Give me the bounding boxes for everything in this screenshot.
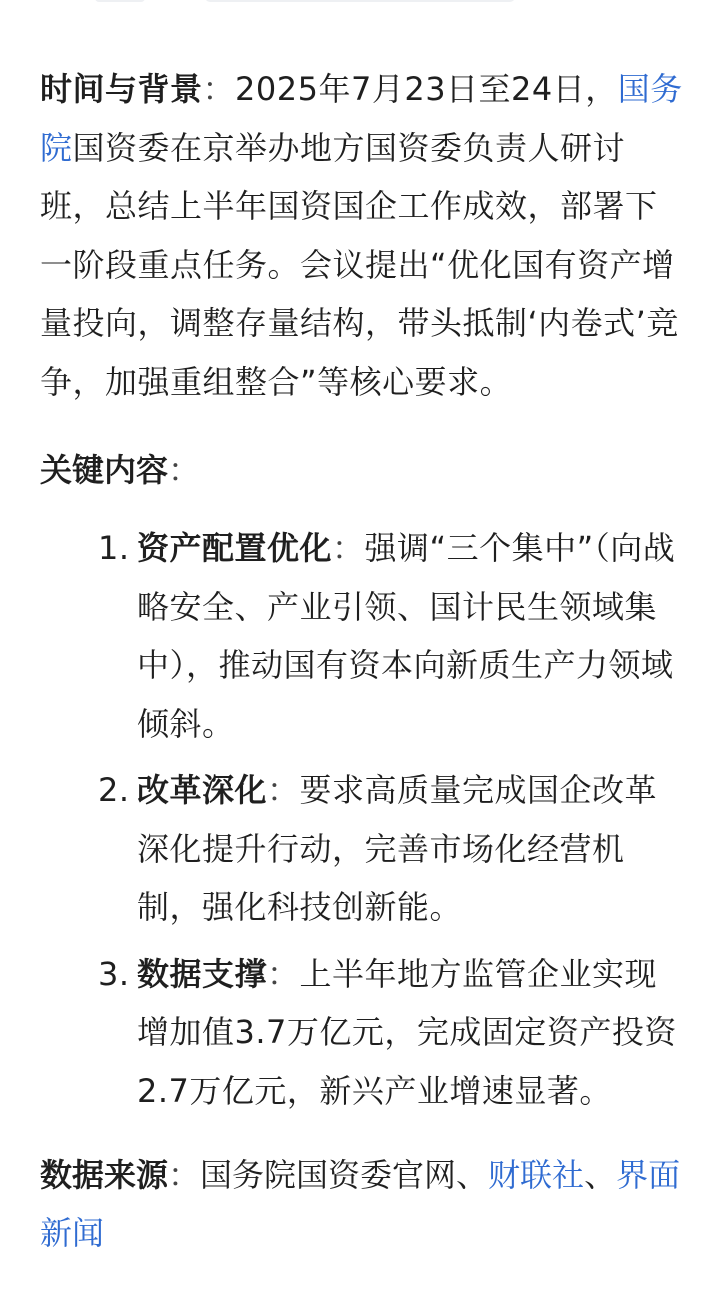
key-content-list bbox=[40, 519, 685, 1120]
top-scrolled-element bbox=[205, 0, 515, 2]
data-source-line: 数据来源：国务院国资委官网、财联社、界面新闻 bbox=[40, 1156, 681, 1252]
list-item-title: 数据支撑 bbox=[137, 954, 268, 993]
background-body-text: 国资委在京举办地方国资委负责人研讨班，总结上半年国资国企工作成效，部署下一阶段重点任务。会议提出“优化国有资产增量投向，调整存量结构，带头抵制‘内卷式’竞争，加强重组整合”等核心要求。 bbox=[40, 128, 679, 401]
link-jiemian-news[interactable]: 界面新闻 bbox=[40, 1156, 681, 1252]
list-item: 3. 数据支撑：上半年地方监管企业实现增加值3.7万亿元，完成固定资产投资2.7万亿元，新兴产业增速显著。 bbox=[40, 945, 685, 1121]
top-scrolled-element bbox=[95, 0, 145, 2]
answer-content bbox=[40, 60, 685, 1262]
list-item-text: 要求高质量完成国企改革深化提升行动，完善市场化经营机制，强化科技创新能。 bbox=[137, 771, 658, 926]
list-item-title: 改革深化 bbox=[137, 771, 268, 809]
list-item-text: 强调“三个集中”（向战略安全、产业引领、国计民生领域集中），推动国有资本向新质生产力领域倾斜。 bbox=[137, 529, 676, 743]
data-source-separator: 、 bbox=[584, 1156, 617, 1194]
list-item-title: 资产配置优化 bbox=[137, 529, 333, 567]
data-source-label: 数据来源 bbox=[40, 1156, 169, 1194]
list-item-number: 2. bbox=[98, 771, 130, 809]
background-paragraph: 时间与背景：2025年7月23日至24日，国务院国资委在京举办地方国资委负责人研讨班，总结上半年国资国企工作成效，部署下一阶段重点任务。会议提出“优化国有资产增量投向，调整存量结构，带头抵制‘内卷式’竞争，加强重组整合”等核心要求。 bbox=[40, 70, 683, 401]
key-content-label: 关键内容 bbox=[40, 451, 169, 489]
list-item-text: 上半年地方监管企业实现增加值3.7万亿元，完成固定资产投资2.7万亿元，新兴产业增速显著。 bbox=[137, 954, 677, 1110]
link-guowuyuan[interactable]: 国务院 bbox=[40, 70, 683, 167]
list-item-number: 1. bbox=[98, 529, 130, 567]
list-item: 1. 资产配置优化：强调“三个集中”（向战略安全、产业引领、国计民生领域集中），推动国有资本向新质生产力领域倾斜。 bbox=[40, 519, 685, 753]
list-item-number: 3. bbox=[98, 954, 130, 993]
data-source-text: 国务院国资委官网、 bbox=[200, 1156, 489, 1194]
background-date-text: 2025年7月23日至24日， bbox=[235, 70, 618, 108]
list-item: 2. 改革深化：要求高质量完成国企改革深化提升行动，完善市场化经营机制，强化科技创新能。 bbox=[40, 761, 685, 937]
key-content-heading: 关键内容： bbox=[40, 451, 201, 489]
background-label: 时间与背景 bbox=[40, 70, 203, 108]
link-cailianshe[interactable]: 财联社 bbox=[488, 1156, 585, 1194]
